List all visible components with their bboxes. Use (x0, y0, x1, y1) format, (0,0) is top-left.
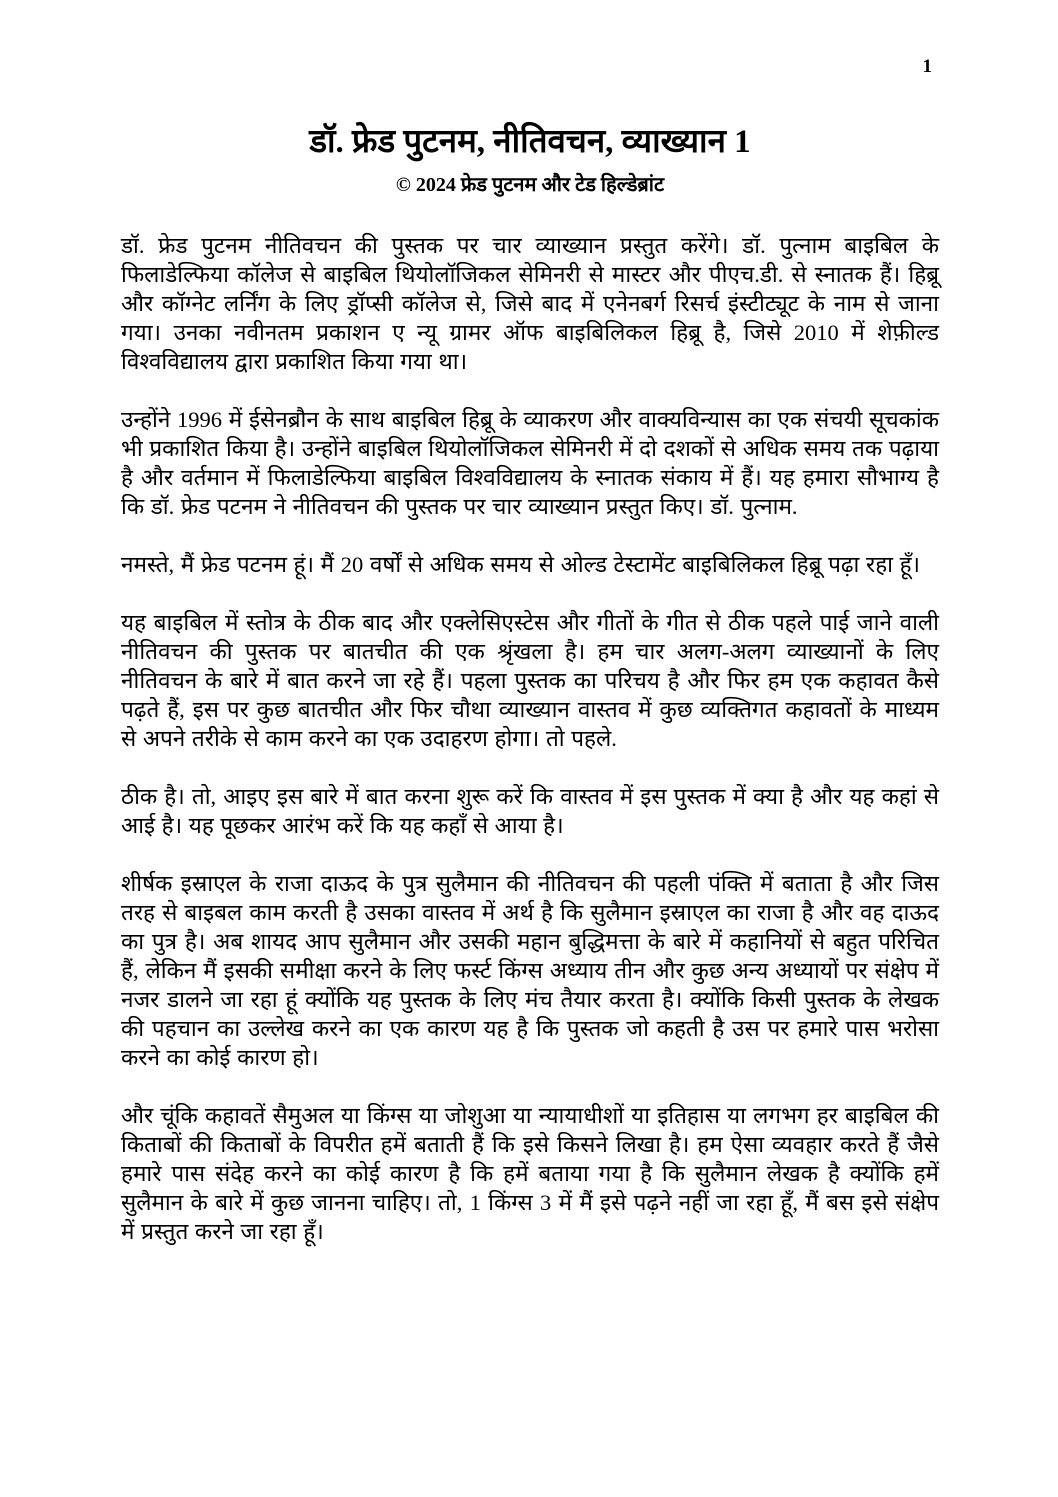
paragraph-publications: उन्होंने 1996 में ईसेनब्रौन के साथ बाइबिल हिब्रू के व्याकरण और वाक्यविन्यास का एक संचयी सूचकांक भी प्रकाशित किया है। उन्होंने बाइबिल थियोलॉजिकल सेमिनरी में दो दशकों से अधिक समय तक पढ़ाया है और वर्तमान में फिलाडेल्फिया बाइबिल विश्वविद्यालय के स्नातक संकाय में हैं। यह हमारा सौभाग्य है कि डॉ. फ्रेड पटनम ने नीतिवचन की पुस्तक पर चार व्याख्यान प्रस्तुत किए। डॉ. पुत्नाम. (121, 406, 939, 519)
paragraph-lets-begin: ठीक है। तो, आइए इस बारे में बात करना शुरू करें कि वास्तव में इस पुस्तक में क्या है और यह कहां से आई है। यह पूछकर आरंभ करें कि यह कहाँ से आया है। (121, 783, 939, 838)
copyright-subtitle: © 2024 फ्रेड पुटनम और टेड हिल्डेब्रांट (395, 173, 665, 196)
paragraph-title-solomon: शीर्षक इस्राएल के राजा दाऊद के पुत्र सुलैमान की नीतिवचन की पहली पंक्ति में बताता है और जिस तरह से बाइबल काम करती है उसका वास्तव में अर्थ है कि सुलैमान इस्राएल का राजा है और वह दाऊद का पुत्र है। अब शायद आप सुलैमान और उसकी महान बुद्धिमत्ता के बारे में कहानियों से बहुत परिचित हैं, लेकिन मैं इसकी समीक्षा करने के लिए फर्स्ट किंग्स अध्याय तीन और कुछ अन्य अध्यायों पर संक्षेप में नजर डालने जा रहा हूं क्योंकि यह पुस्तक के लिए मंच तैयार करता है। क्योंकि किसी पुस्तक के लेखक की पहचान का उल्लेख करने का एक कारण यह है कि पुस्तक जो कहती है उस पर हमारे पास भरोसा करने का कोई कारण हो। (121, 870, 939, 1070)
paragraph-series-overview: यह बाइबिल में स्तोत्र के ठीक बाद और एक्लेसिएस्टेस और गीतों के गीत से ठीक पहले पाई जाने वाली नीतिवचन की पुस्तक पर बातचीत की एक श्रृंखला है। हम चार अलग-अलग व्याख्यानों के लिए नीतिवचन के बारे में बात करने जा रहे हैं। पहला पुस्तक का परिचय है और फिर हम एक कहावत कैसे पढ़ते हैं, इस पर कुछ बातचीत और फिर चौथा व्याख्यान वास्तव में कुछ व्यक्तिगत कहावतों के माध्यम से अपने तरीके से काम करने का एक उदाहरण होगा। तो पहले. (121, 609, 939, 751)
paragraph-greeting: नमस्ते, मैं फ्रेड पटनम हूं। मैं 20 वर्षों से अधिक समय से ओल्ड टेस्टामेंट बाइबिलिकल हिब्रू पढ़ा रहा हूँ। (121, 551, 921, 577)
document-body (121, 231, 939, 1246)
page-number: 1 (922, 56, 932, 77)
document-content (121, 124, 939, 1246)
document-title: डॉ. फ्रेड पुटनम, नीतिवचन, व्याख्यान 1 (309, 124, 751, 160)
paragraph-authorship: और चूंकि कहावतें सैमुअल या किंग्स या जोशुआ या न्यायाधीशों या इतिहास या लगभग हर बाइबिल की किताबों की किताबों के विपरीत हमें बताती हैं कि इसे किसने लिखा है। हम ऐसा व्यवहार करते हैं जैसे हमारे पास संदेह करने का कोई कारण है कि हमें बताया गया है कि सुलैमान लेखक है क्योंकि हमें सुलैमान के बारे में कुछ जानना चाहिए। तो, 1 किंग्स 3 में मैं इसे पढ़ने नहीं जा रहा हूँ, मैं बस इसे संक्षेप में प्रस्तुत करने जा रहा हूँ। (121, 1102, 939, 1244)
paragraph-intro-bio: डॉ. फ्रेड पुटनम नीतिवचन की पुस्तक पर चार व्याख्यान प्रस्तुत करेंगे। डॉ. पुत्नाम बाइबिल के फिलाडेल्फिया कॉलेज से बाइबिल थियोलॉजिकल सेमिनरी से मास्टर और पीएच.डी. से स्नातक हैं। हिब्रू और कॉग्नेट लर्निंग के लिए ड्रॉप्सी कॉलेज से, जिसे बाद में एनेनबर्ग रिसर्च इंस्टीट्यूट के नाम से जाना गया। उनका नवीनतम प्रकाशन ए न्यू ग्रामर ऑफ बाइबिलिकल हिब्रू है, जिसे 2010 में शेफ़ील्ड विश्वविद्यालय द्वारा प्रकाशित किया गया था। (121, 232, 939, 374)
